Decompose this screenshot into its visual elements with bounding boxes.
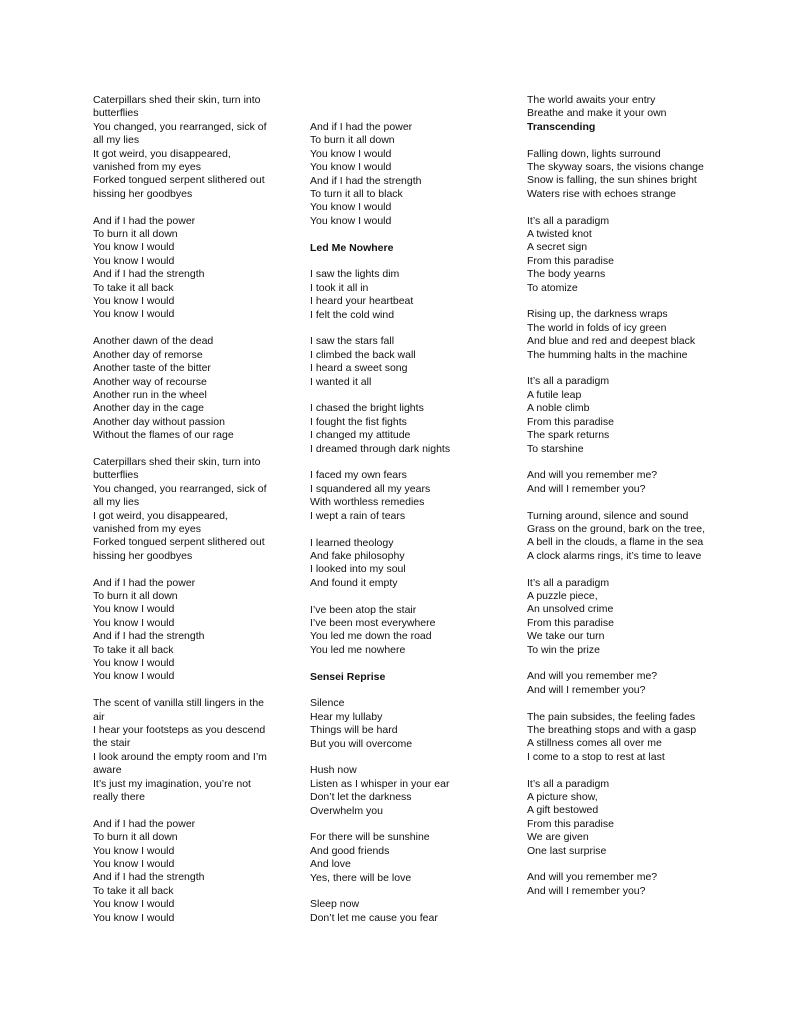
stanza [93, 697, 271, 804]
lyric-line: I look around the empty room and I’m aware [93, 750, 267, 777]
lyric-line: It’s just my imagination, you’re not really there [93, 777, 251, 804]
lyric-line: I’ve been most everywhere [310, 616, 436, 629]
lyric-line: It’s all a paradigm [527, 375, 610, 388]
lyric-line: To burn it all down [93, 228, 178, 241]
lyrics-column-3 [527, 94, 707, 912]
lyric-line: The humming halts in the machine [527, 348, 688, 361]
lyric-line: I faced my own fears [310, 469, 407, 482]
lyric-line: I’ve been atop the stair [310, 603, 417, 616]
lyric-line: To win the prize [527, 643, 600, 656]
lyric-line: I changed my attitude [310, 429, 411, 442]
lyric-line: You know I would [310, 201, 392, 214]
lyric-line: To atomize [527, 281, 578, 294]
stanza [310, 604, 495, 658]
lyric-line: Forked tongued serpent slithered out hissing her goodbyes [93, 536, 265, 562]
lyric-line: One last surprise [527, 844, 607, 857]
lyric-line: To turn it all to black [310, 188, 403, 201]
lyric-line: It’s all a paradigm [527, 576, 610, 589]
lyric-line: I climbed the back wall [310, 348, 416, 361]
stanza [310, 335, 495, 389]
stanza [527, 670, 707, 697]
lyric-line: And love [310, 858, 351, 871]
lyric-line: From this paradise [527, 817, 614, 830]
lyric-line: It got weird, you disappeared, vanished from my eyes [93, 147, 231, 174]
stanza [93, 456, 271, 563]
lyric-line: An unsolved crime [527, 603, 614, 616]
lyric-line: And blue and red and deepest black [527, 335, 696, 348]
stanza [527, 711, 707, 765]
lyric-line: You know I would [310, 147, 392, 160]
lyric-line: Caterpillars shed their skin, turn into butterflies [93, 455, 261, 482]
lyric-line: To burn it all down [93, 589, 178, 602]
lyric-line: I hear your footsteps as you descend the stair [93, 724, 266, 750]
lyric-line: A gift bestowed [527, 804, 599, 817]
lyric-line: It’s all a paradigm [527, 214, 610, 227]
lyric-line: The breathing stops and with a gasp [527, 723, 697, 736]
lyric-line: And if I had the power [93, 214, 196, 227]
lyric-line: And if I had the power [93, 576, 196, 589]
lyric-line: Don’t let the darkness [310, 791, 412, 804]
stanza [93, 577, 271, 684]
song-title-sensei-reprise: Sensei Reprise [310, 670, 386, 683]
stanza [310, 831, 495, 885]
lyric-line: And if I had the strength [93, 630, 205, 643]
stanza [527, 375, 707, 455]
lyric-line: And if I had the power [310, 121, 413, 133]
lyric-line: To take it all back [93, 884, 174, 897]
lyric-line: Turning around, silence and sound [527, 509, 689, 522]
lyric-line: We take our turn [527, 630, 605, 643]
lyric-line: And if I had the power [93, 817, 196, 830]
lyric-line: I squandered all my years [310, 482, 431, 495]
lyric-line: I saw the stars fall [310, 335, 395, 348]
stanza [310, 697, 495, 751]
stanza [527, 469, 707, 496]
lyric-line: Snow is falling, the sun shines bright [527, 174, 697, 187]
stanza [93, 335, 271, 442]
lyric-line: Falling down, lights surround [527, 147, 661, 160]
song-title-led-me-nowhere: Led Me Nowhere [310, 241, 394, 254]
stanza [527, 215, 707, 295]
lyric-line: I took it all in [310, 281, 369, 294]
lyric-line: You know I would [310, 161, 392, 174]
lyric-line: You know I would [93, 308, 175, 321]
lyric-line: Another way of recourse [93, 375, 207, 388]
lyric-line: A noble climb [527, 402, 590, 415]
lyric-line: I wept a rain of tears [310, 509, 406, 522]
stanza [310, 764, 495, 818]
lyric-line: From this paradise [527, 616, 614, 629]
lyric-line: I felt the cold wind [310, 308, 395, 321]
lyric-line: You know I would [93, 603, 175, 616]
lyric-line: Another dawn of the dead [93, 335, 214, 348]
lyric-line: I fought the fist fights [310, 415, 407, 428]
lyric-line: From this paradise [527, 415, 614, 428]
lyric-line: A twisted knot [527, 228, 592, 241]
lyric-line: Breathe and make it your own [527, 107, 667, 120]
lyric-line: Caterpillars shed their skin, turn into butterflies [93, 94, 261, 120]
stanza [527, 577, 707, 657]
stanza [310, 469, 495, 523]
lyric-line: To take it all back [93, 643, 174, 656]
lyric-line: You know I would [93, 295, 175, 308]
lyric-line: You led me nowhere [310, 643, 406, 656]
lyric-line: And good friends [310, 844, 390, 857]
lyric-line: Things will be hard [310, 724, 398, 737]
lyric-line: With worthless remedies [310, 496, 425, 509]
lyric-line: You know I would [93, 911, 175, 924]
lyric-line: And if I had the strength [93, 871, 205, 884]
lyric-line: Forked tongued serpent slithered out hissing her goodbyes [93, 174, 265, 200]
lyric-line: It’s all a paradigm [527, 777, 610, 790]
lyric-line: You know I would [93, 670, 175, 683]
stanza [310, 121, 495, 228]
lyric-line: To burn it all down [93, 831, 178, 844]
lyric-line: For there will be sunshine [310, 831, 430, 844]
lyric-line: A picture show, [527, 790, 598, 803]
lyric-line: You changed, you rearranged, sick of all my lies [93, 120, 267, 147]
stanza [527, 510, 707, 564]
lyric-line: I looked into my soul [310, 563, 406, 576]
lyric-line: I chased the bright lights [310, 402, 424, 415]
lyric-line: I dreamed through dark nights [310, 442, 451, 455]
lyric-line: Hush now [310, 764, 357, 777]
lyrics-column-1 [93, 94, 271, 938]
lyric-line: To starshine [527, 442, 584, 455]
lyric-line: You know I would [93, 858, 175, 871]
lyrics-column-2 [310, 121, 495, 939]
stanza [93, 818, 271, 925]
lyric-line: And will you remember me? [527, 670, 658, 683]
stanza [527, 778, 707, 858]
lyric-line: Another day without passion [93, 415, 225, 428]
lyric-line: You changed, you rearranged, sick of all my lies [93, 482, 267, 509]
stanza [527, 308, 707, 362]
lyric-line: And if I had the strength [310, 174, 422, 187]
stanza [310, 268, 495, 322]
stanza [527, 148, 707, 202]
lyric-line: You led me down the road [310, 630, 432, 643]
lyric-line: But you will overcome [310, 737, 413, 750]
lyric-line: The world awaits your entry [527, 94, 656, 106]
lyric-line: You know I would [93, 844, 175, 857]
lyric-line: And will you remember me? [527, 871, 658, 884]
lyric-line: The spark returns [527, 429, 610, 442]
lyric-line: You know I would [93, 898, 175, 911]
lyric-line: Without the flames of our rage [93, 429, 234, 442]
lyric-line: Another day in the cage [93, 402, 204, 415]
stanza [93, 94, 271, 201]
lyric-line: I heard a sweet song [310, 362, 408, 375]
stanza [310, 537, 495, 591]
lyric-line: To take it all back [93, 281, 174, 294]
lyric-line: A puzzle piece, [527, 589, 598, 602]
song-title-transcending: Transcending [527, 120, 596, 133]
lyric-line: Overwhelm you [310, 804, 383, 817]
lyric-line: Don’t let me cause you fear [310, 911, 438, 924]
lyric-line: Grass on the ground, bark on the tree, [527, 522, 706, 535]
lyric-line: Hear my lullaby [310, 710, 383, 723]
lyric-line: You know I would [93, 241, 175, 254]
lyric-line: Sleep now [310, 898, 360, 911]
stanza [310, 898, 495, 925]
lyric-line: The scent of vanilla still lingers in the air [93, 697, 264, 723]
lyric-line: You know I would [93, 254, 175, 267]
lyric-line: I heard your heartbeat [310, 295, 414, 308]
lyric-line: And will I remember you? [527, 683, 646, 696]
lyric-line: Another run in the wheel [93, 388, 207, 401]
lyric-line: I learned theology [310, 536, 394, 549]
lyric-line: Another day of remorse [93, 348, 203, 361]
lyric-line: The world in folds of icy green [527, 321, 667, 334]
lyric-line: And will I remember you? [527, 482, 646, 495]
lyric-line: A futile leap [527, 388, 582, 401]
lyric-line: A stillness comes all over me [527, 737, 662, 750]
lyric-line: The body yearns [527, 268, 606, 281]
stanza [527, 871, 707, 898]
lyric-line: Listen as I whisper in your ear [310, 777, 450, 790]
lyric-line: You know I would [310, 214, 392, 227]
lyric-line: And will I remember you? [527, 884, 646, 897]
lyric-line: To burn it all down [310, 134, 395, 147]
stanza [310, 402, 495, 456]
lyric-line: Waters rise with echoes strange [527, 187, 677, 200]
lyric-line: Yes, there will be love [310, 871, 412, 884]
lyric-line: A secret sign [527, 241, 588, 254]
lyric-line: And will you remember me? [527, 469, 658, 482]
lyric-line: A bell in the clouds, a flame in the sea [527, 536, 704, 549]
lyric-line: And fake philosophy [310, 549, 405, 562]
lyric-line: I saw the lights dim [310, 268, 400, 281]
lyric-line: We are given [527, 831, 589, 844]
stanza [527, 94, 707, 121]
lyric-line: You know I would [93, 616, 175, 629]
lyric-line: And found it empty [310, 576, 398, 589]
lyric-line: You know I would [93, 657, 175, 669]
lyric-line: The skyway soars, the visions change [527, 161, 704, 174]
stanza [93, 215, 271, 322]
lyric-line: From this paradise [527, 254, 614, 267]
lyric-line: I come to a stop to rest at last [527, 750, 665, 763]
lyric-line: Rising up, the darkness wraps [527, 308, 668, 321]
lyric-line: Another taste of the bitter [93, 362, 211, 375]
lyric-line: Silence [310, 697, 345, 710]
lyric-line: A clock alarms rings, it’s time to leave [527, 549, 702, 562]
lyric-line: The pain subsides, the feeling fades [527, 710, 696, 723]
lyric-line: I wanted it all [310, 375, 372, 388]
lyric-line: And if I had the strength [93, 268, 205, 281]
lyric-line: I got weird, you disappeared, vanished from my eyes [93, 509, 228, 535]
